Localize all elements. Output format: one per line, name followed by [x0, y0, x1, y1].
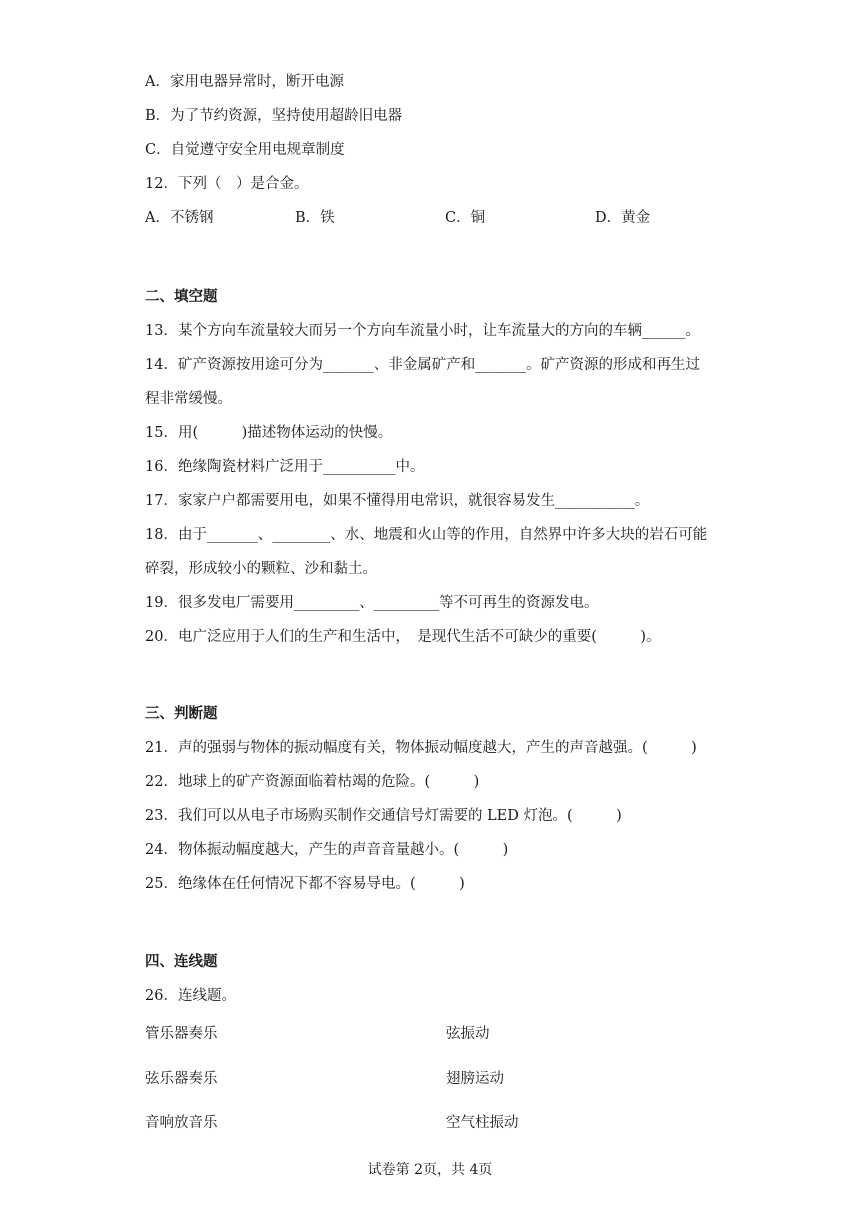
q12-option-d: D．黄金 [595, 210, 651, 226]
question-line: 15．用( )描述物体运动的快慢。 [145, 425, 393, 441]
q12-option-c: C．铜 [445, 210, 486, 226]
q11-option-a: A．家用电器异常时，断开电源 [145, 74, 344, 90]
question-line: 19．很多发电厂需要用_________、_________等不可再生的资源发电。 [145, 595, 599, 611]
matching-left-item: 音响放音乐 [145, 1115, 218, 1131]
question-line: 21．声的强弱与物体的振动幅度有关，物体振动幅度越大，产生的声音越强。( ) [145, 740, 697, 756]
question-line: 14．矿产资源按用途可分为_______、非金属矿产和_______。矿产资源的形成和再生过 [145, 357, 700, 373]
question-line: 13．某个方向车流量较大而另一个方向车流量小时，让车流量大的方向的车辆______。 [145, 323, 700, 339]
section-true-false-title: 三、判断题 [145, 705, 218, 722]
question-line: 程非常缓慢。 [145, 391, 232, 407]
page-footer: 试卷第 2页，共 4页 [367, 1162, 493, 1178]
q12-option-b: B．铁 [295, 210, 335, 226]
question-line: 18．由于_______、________、水、地震和火山等的作用，自然界中许多大块的岩石可能 [145, 527, 708, 543]
matching-left-item: 管乐器奏乐 [145, 1026, 218, 1042]
question-line: 23．我们可以从电子市场购买制作交通信号灯需要的 LED 灯泡。( ) [145, 808, 622, 824]
q11-option-c: C．自觉遵守安全用电规章制度 [145, 142, 345, 158]
question-line: 17．家家户户都需要用电，如果不懂得用电常识，就很容易发生___________。 [145, 493, 650, 509]
question-line: 24．物体振动幅度越大，产生的声音音量越小。( ) [145, 842, 509, 858]
question-line: 碎裂，形成较小的颗粒、沙和黏土。 [145, 561, 377, 577]
section-matching-title: 四、连线题 [145, 953, 218, 970]
q12-stem: 12．下列（ ）是合金。 [145, 176, 309, 192]
q12-option-a: A．不锈钢 [145, 210, 214, 226]
matching-right-item: 弦振动 [446, 1026, 490, 1042]
question-line: 22．地球上的矿产资源面临着枯竭的危险。( ) [145, 774, 480, 790]
matching-right-item: 空气柱振动 [446, 1115, 519, 1131]
question-line: 16．绝缘陶瓷材料广泛用于__________中。 [145, 459, 425, 475]
question-line: 20．电广泛应用于人们的生产和生活中， 是现代生活不可缺少的重要( )。 [145, 629, 661, 645]
matching-left-item: 弦乐器奏乐 [145, 1071, 218, 1087]
matching-right-item: 翅膀运动 [446, 1071, 504, 1087]
section-fill-blank-title: 二、填空题 [145, 288, 218, 305]
question-line: 25．绝缘体在任何情况下都不容易导电。( ) [145, 876, 465, 892]
question-line: 26．连线题。 [145, 988, 236, 1004]
q11-option-b: B．为了节约资源，坚持使用超龄旧电器 [145, 108, 403, 124]
